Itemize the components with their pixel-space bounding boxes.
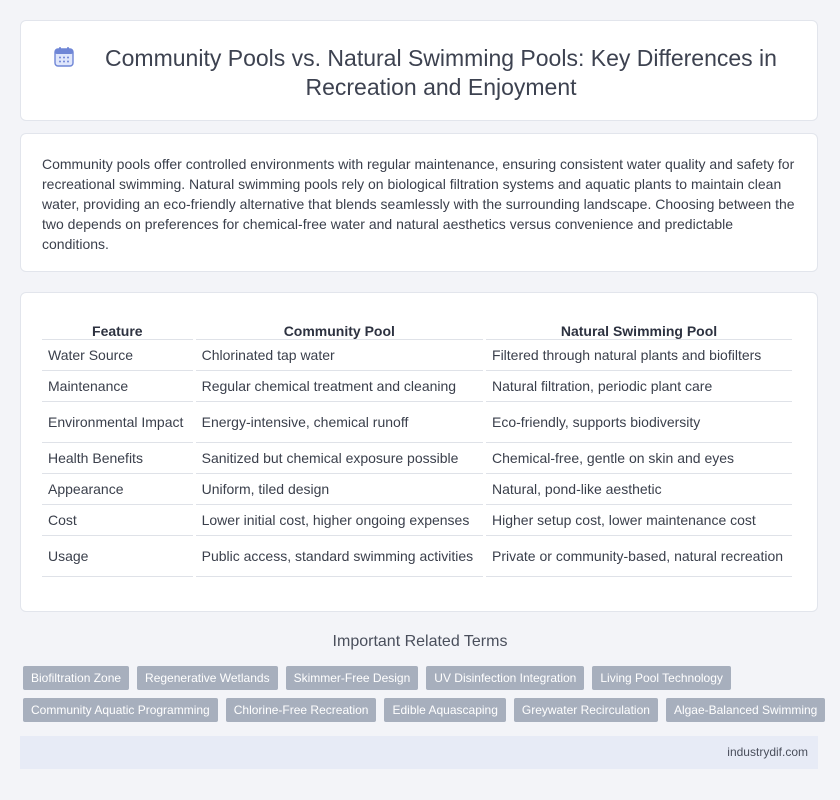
table-row bbox=[42, 340, 792, 371]
tag-skimmer-free-design[interactable]: Skimmer-Free Design bbox=[286, 666, 419, 690]
natural-cell: Eco-friendly, supports biodiversity bbox=[486, 402, 792, 443]
title-card bbox=[20, 20, 818, 121]
tag-community-aquatic-programming[interactable]: Community Aquatic Programming bbox=[23, 698, 218, 722]
intro-card bbox=[20, 133, 818, 272]
natural-cell: Natural filtration, periodic plant care bbox=[486, 371, 792, 402]
tag-algae-balanced-swimming[interactable]: Algae-Balanced Swimming bbox=[666, 698, 825, 722]
natural-cell: Natural, pond-like aesthetic bbox=[486, 474, 792, 505]
footer bbox=[20, 736, 818, 769]
related-terms-heading: Important Related Terms bbox=[332, 633, 508, 650]
tag-uv-disinfection-integration[interactable]: UV Disinfection Integration bbox=[426, 666, 584, 690]
tag-biofiltration-zone[interactable]: Biofiltration Zone bbox=[23, 666, 129, 690]
tag-regenerative-wetlands[interactable]: Regenerative Wetlands bbox=[137, 666, 278, 690]
intro-paragraph: Community pools offer controlled environments with regular maintenance, ensuring consistent water quality and safety for recreational swimming. Natural swimming pools rely on biological filtration systems and aquatic plants to maintain clean water, providing an eco-friendly alternative that blends seamlessly with the surrounding landscape. Choosing between the two depends on preferences for chemical-free water and natural aesthetics versus convenience and predictable conditions. bbox=[42, 156, 795, 252]
page-title: Community Pools vs. Natural Swimming Pools: Key Differences in Recreation and Enjoyment bbox=[105, 45, 777, 100]
header-community-pool: Community Pool bbox=[196, 313, 483, 340]
feature-cell: Appearance bbox=[42, 474, 193, 505]
feature-cell: Cost bbox=[42, 505, 193, 536]
feature-cell: Health Benefits bbox=[42, 443, 193, 474]
feature-cell: Environmental Impact bbox=[42, 402, 193, 443]
natural-cell: Chemical-free, gentle on skin and eyes bbox=[486, 443, 792, 474]
table-row bbox=[42, 443, 792, 474]
community-cell: Lower initial cost, higher ongoing expenses bbox=[196, 505, 483, 536]
feature-cell: Maintenance bbox=[42, 371, 193, 402]
comparison-table-card bbox=[20, 292, 818, 612]
tag-row bbox=[23, 666, 823, 690]
table-row bbox=[42, 402, 792, 443]
community-cell: Chlorinated tap water bbox=[196, 340, 483, 371]
footer-site-link[interactable]: industrydif.com bbox=[727, 745, 808, 759]
tag-row bbox=[23, 698, 823, 722]
table-row bbox=[42, 536, 792, 577]
table-row bbox=[42, 505, 792, 536]
natural-cell: Higher setup cost, lower maintenance cost bbox=[486, 505, 792, 536]
natural-cell: Private or community-based, natural recreation bbox=[486, 536, 792, 577]
header-feature: Feature bbox=[42, 313, 193, 340]
community-cell: Regular chemical treatment and cleaning bbox=[196, 371, 483, 402]
calendar-icon bbox=[52, 45, 76, 69]
community-cell: Public access, standard swimming activities bbox=[196, 536, 483, 577]
natural-cell: Filtered through natural plants and biofilters bbox=[486, 340, 792, 371]
tag-chlorine-free-recreation[interactable]: Chlorine-Free Recreation bbox=[226, 698, 377, 722]
community-cell: Energy-intensive, chemical runoff bbox=[196, 402, 483, 443]
feature-cell: Water Source bbox=[42, 340, 193, 371]
community-cell: Uniform, tiled design bbox=[196, 474, 483, 505]
community-cell: Sanitized but chemical exposure possible bbox=[196, 443, 483, 474]
tag-living-pool-technology[interactable]: Living Pool Technology bbox=[592, 666, 731, 690]
feature-cell: Usage bbox=[42, 536, 193, 577]
comparison-table bbox=[39, 313, 795, 577]
related-terms-tags bbox=[23, 666, 823, 730]
table-row bbox=[42, 371, 792, 402]
table-row bbox=[42, 474, 792, 505]
header-natural-pool: Natural Swimming Pool bbox=[486, 313, 792, 340]
table-header-row bbox=[42, 313, 792, 340]
tag-edible-aquascaping[interactable]: Edible Aquascaping bbox=[384, 698, 505, 722]
tag-greywater-recirculation[interactable]: Greywater Recirculation bbox=[514, 698, 658, 722]
